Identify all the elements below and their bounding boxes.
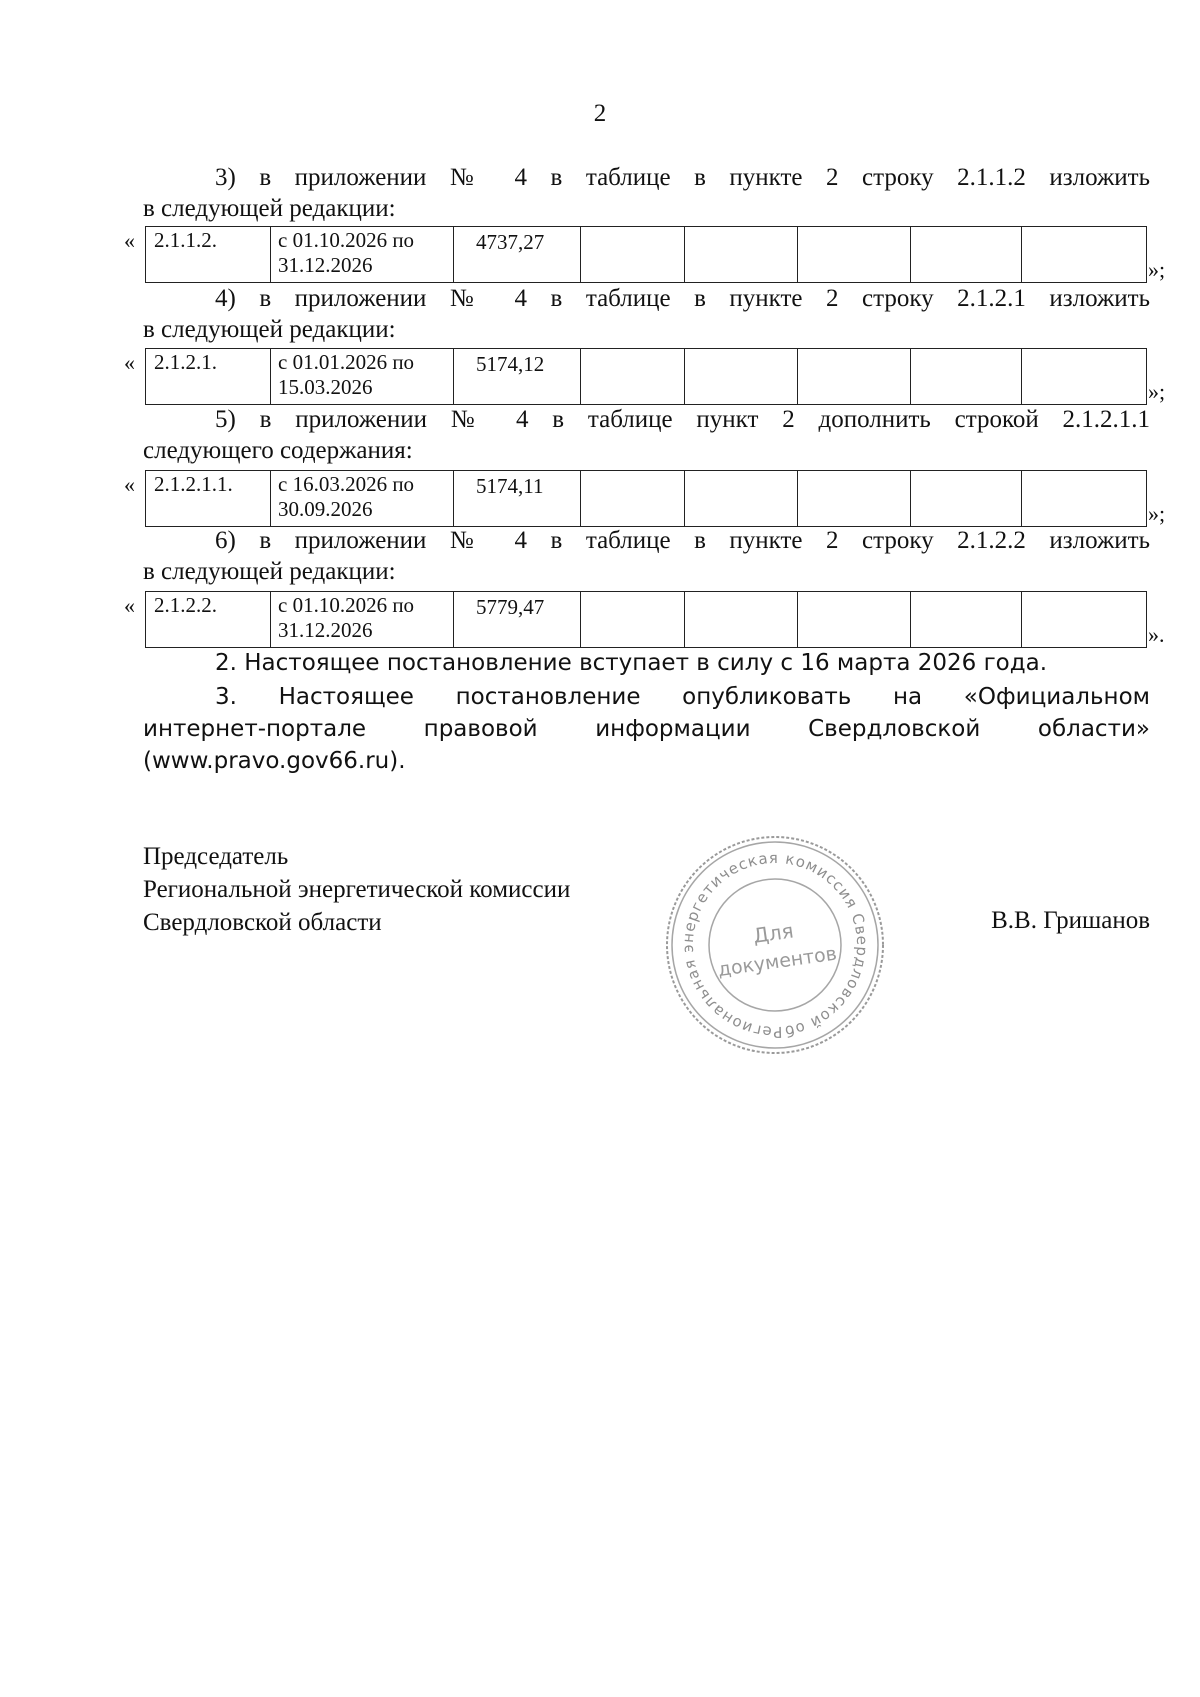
item-6-line2: в следующей редакции: xyxy=(143,558,396,585)
empty-cell xyxy=(1022,227,1147,283)
row-code: 2.1.1.2. xyxy=(146,227,271,283)
row-period xyxy=(271,349,454,405)
row-period xyxy=(271,471,454,527)
inserted-row-table xyxy=(145,226,1147,283)
quote-open: « xyxy=(124,472,135,497)
item-4-line2: в следующей редакции: xyxy=(143,316,396,343)
period-start: с 01.01.2026 по xyxy=(278,350,415,374)
paragraph-2: 2. Настоящее постановление вступает в силу с 16 марта 2026 года. xyxy=(215,650,1048,676)
item-3-line1: 3) в приложении № 4 в таблице в пункте 2 строку 2.1.1.2 изложить xyxy=(215,164,1150,191)
empty-cell xyxy=(911,592,1022,648)
period-end: 15.03.2026 xyxy=(278,375,373,399)
quote-open: « xyxy=(124,593,135,618)
inserted-row-table xyxy=(145,591,1147,648)
empty-cell xyxy=(1022,592,1147,648)
empty-cell xyxy=(1022,471,1147,527)
table-row xyxy=(146,592,1147,648)
row-value: 5174,11 xyxy=(454,471,581,527)
empty-cell xyxy=(911,349,1022,405)
row-code: 2.1.2.1. xyxy=(146,349,271,405)
signature-title-2: Региональной энергетической комиссии xyxy=(143,876,571,903)
item-3-line2: в следующей редакции: xyxy=(143,195,396,222)
quote-open: « xyxy=(124,228,135,253)
row-value: 5174,12 xyxy=(454,349,581,405)
table-row xyxy=(146,349,1147,405)
empty-cell xyxy=(911,227,1022,283)
period-start: с 01.10.2026 по xyxy=(278,593,415,617)
table-row xyxy=(146,227,1147,283)
row-value: 5779,47 xyxy=(454,592,581,648)
period-start: с 01.10.2026 по xyxy=(278,228,415,252)
signature-title-3: Свердловской области xyxy=(143,909,382,936)
quote-open: « xyxy=(124,350,135,375)
page-number: 2 xyxy=(593,100,607,127)
period-end: 30.09.2026 xyxy=(278,497,373,521)
signature-title-1: Председатель xyxy=(143,843,289,870)
table-row xyxy=(146,471,1147,527)
inserted-row-table xyxy=(145,470,1147,527)
quote-close: »; xyxy=(1148,501,1166,526)
period-start: с 16.03.2026 по xyxy=(278,472,415,496)
empty-cell xyxy=(798,227,911,283)
stamp-seal-icon xyxy=(660,830,890,1060)
item-5-line1: 5) в приложении № 4 в таблице пункт 2 дополнить строкой 2.1.2.1.1 xyxy=(215,406,1150,433)
row-period xyxy=(271,227,454,283)
paragraph-3-line3: (www.pravo.gov66.ru). xyxy=(143,748,406,774)
period-end: 31.12.2026 xyxy=(278,618,373,642)
stamp-ring-text: Региональная энергетическая комиссия Свердловской области xyxy=(678,848,872,1042)
signatory-name: В.В. Гришанов xyxy=(991,907,1150,934)
paragraph-3-line2: интернет-портале правовой информации Свердловской области» xyxy=(143,716,1150,742)
quote-close: ». xyxy=(1148,622,1165,647)
empty-cell xyxy=(1022,349,1147,405)
item-4-line1: 4) в приложении № 4 в таблице в пункте 2 строку 2.1.2.1 изложить xyxy=(215,285,1150,312)
empty-cell xyxy=(685,227,798,283)
period-end: 31.12.2026 xyxy=(278,253,373,277)
row-period xyxy=(271,592,454,648)
paragraph-3-line1: 3. Настоящее постановление опубликовать на «Официальном xyxy=(215,684,1150,710)
empty-cell xyxy=(685,471,798,527)
item-6-line1: 6) в приложении № 4 в таблице в пункте 2 строку 2.1.2.2 изложить xyxy=(215,527,1150,554)
empty-cell xyxy=(581,227,685,283)
empty-cell xyxy=(581,592,685,648)
empty-cell xyxy=(685,349,798,405)
row-value: 4737,27 xyxy=(454,227,581,283)
empty-cell xyxy=(581,349,685,405)
row-code: 2.1.2.1.1. xyxy=(146,471,271,527)
item-5-line2: следующего содержания: xyxy=(143,437,413,464)
empty-cell xyxy=(798,349,911,405)
stamp-center-line2: документов xyxy=(716,942,839,982)
stamp-center-line1: Для xyxy=(751,918,796,948)
empty-cell xyxy=(798,592,911,648)
quote-close: »; xyxy=(1148,257,1166,282)
empty-cell xyxy=(581,471,685,527)
empty-cell xyxy=(685,592,798,648)
empty-cell xyxy=(911,471,1022,527)
empty-cell xyxy=(798,471,911,527)
quote-close: »; xyxy=(1148,379,1166,404)
official-stamp xyxy=(660,830,890,1060)
row-code: 2.1.2.2. xyxy=(146,592,271,648)
inserted-row-table xyxy=(145,348,1147,405)
